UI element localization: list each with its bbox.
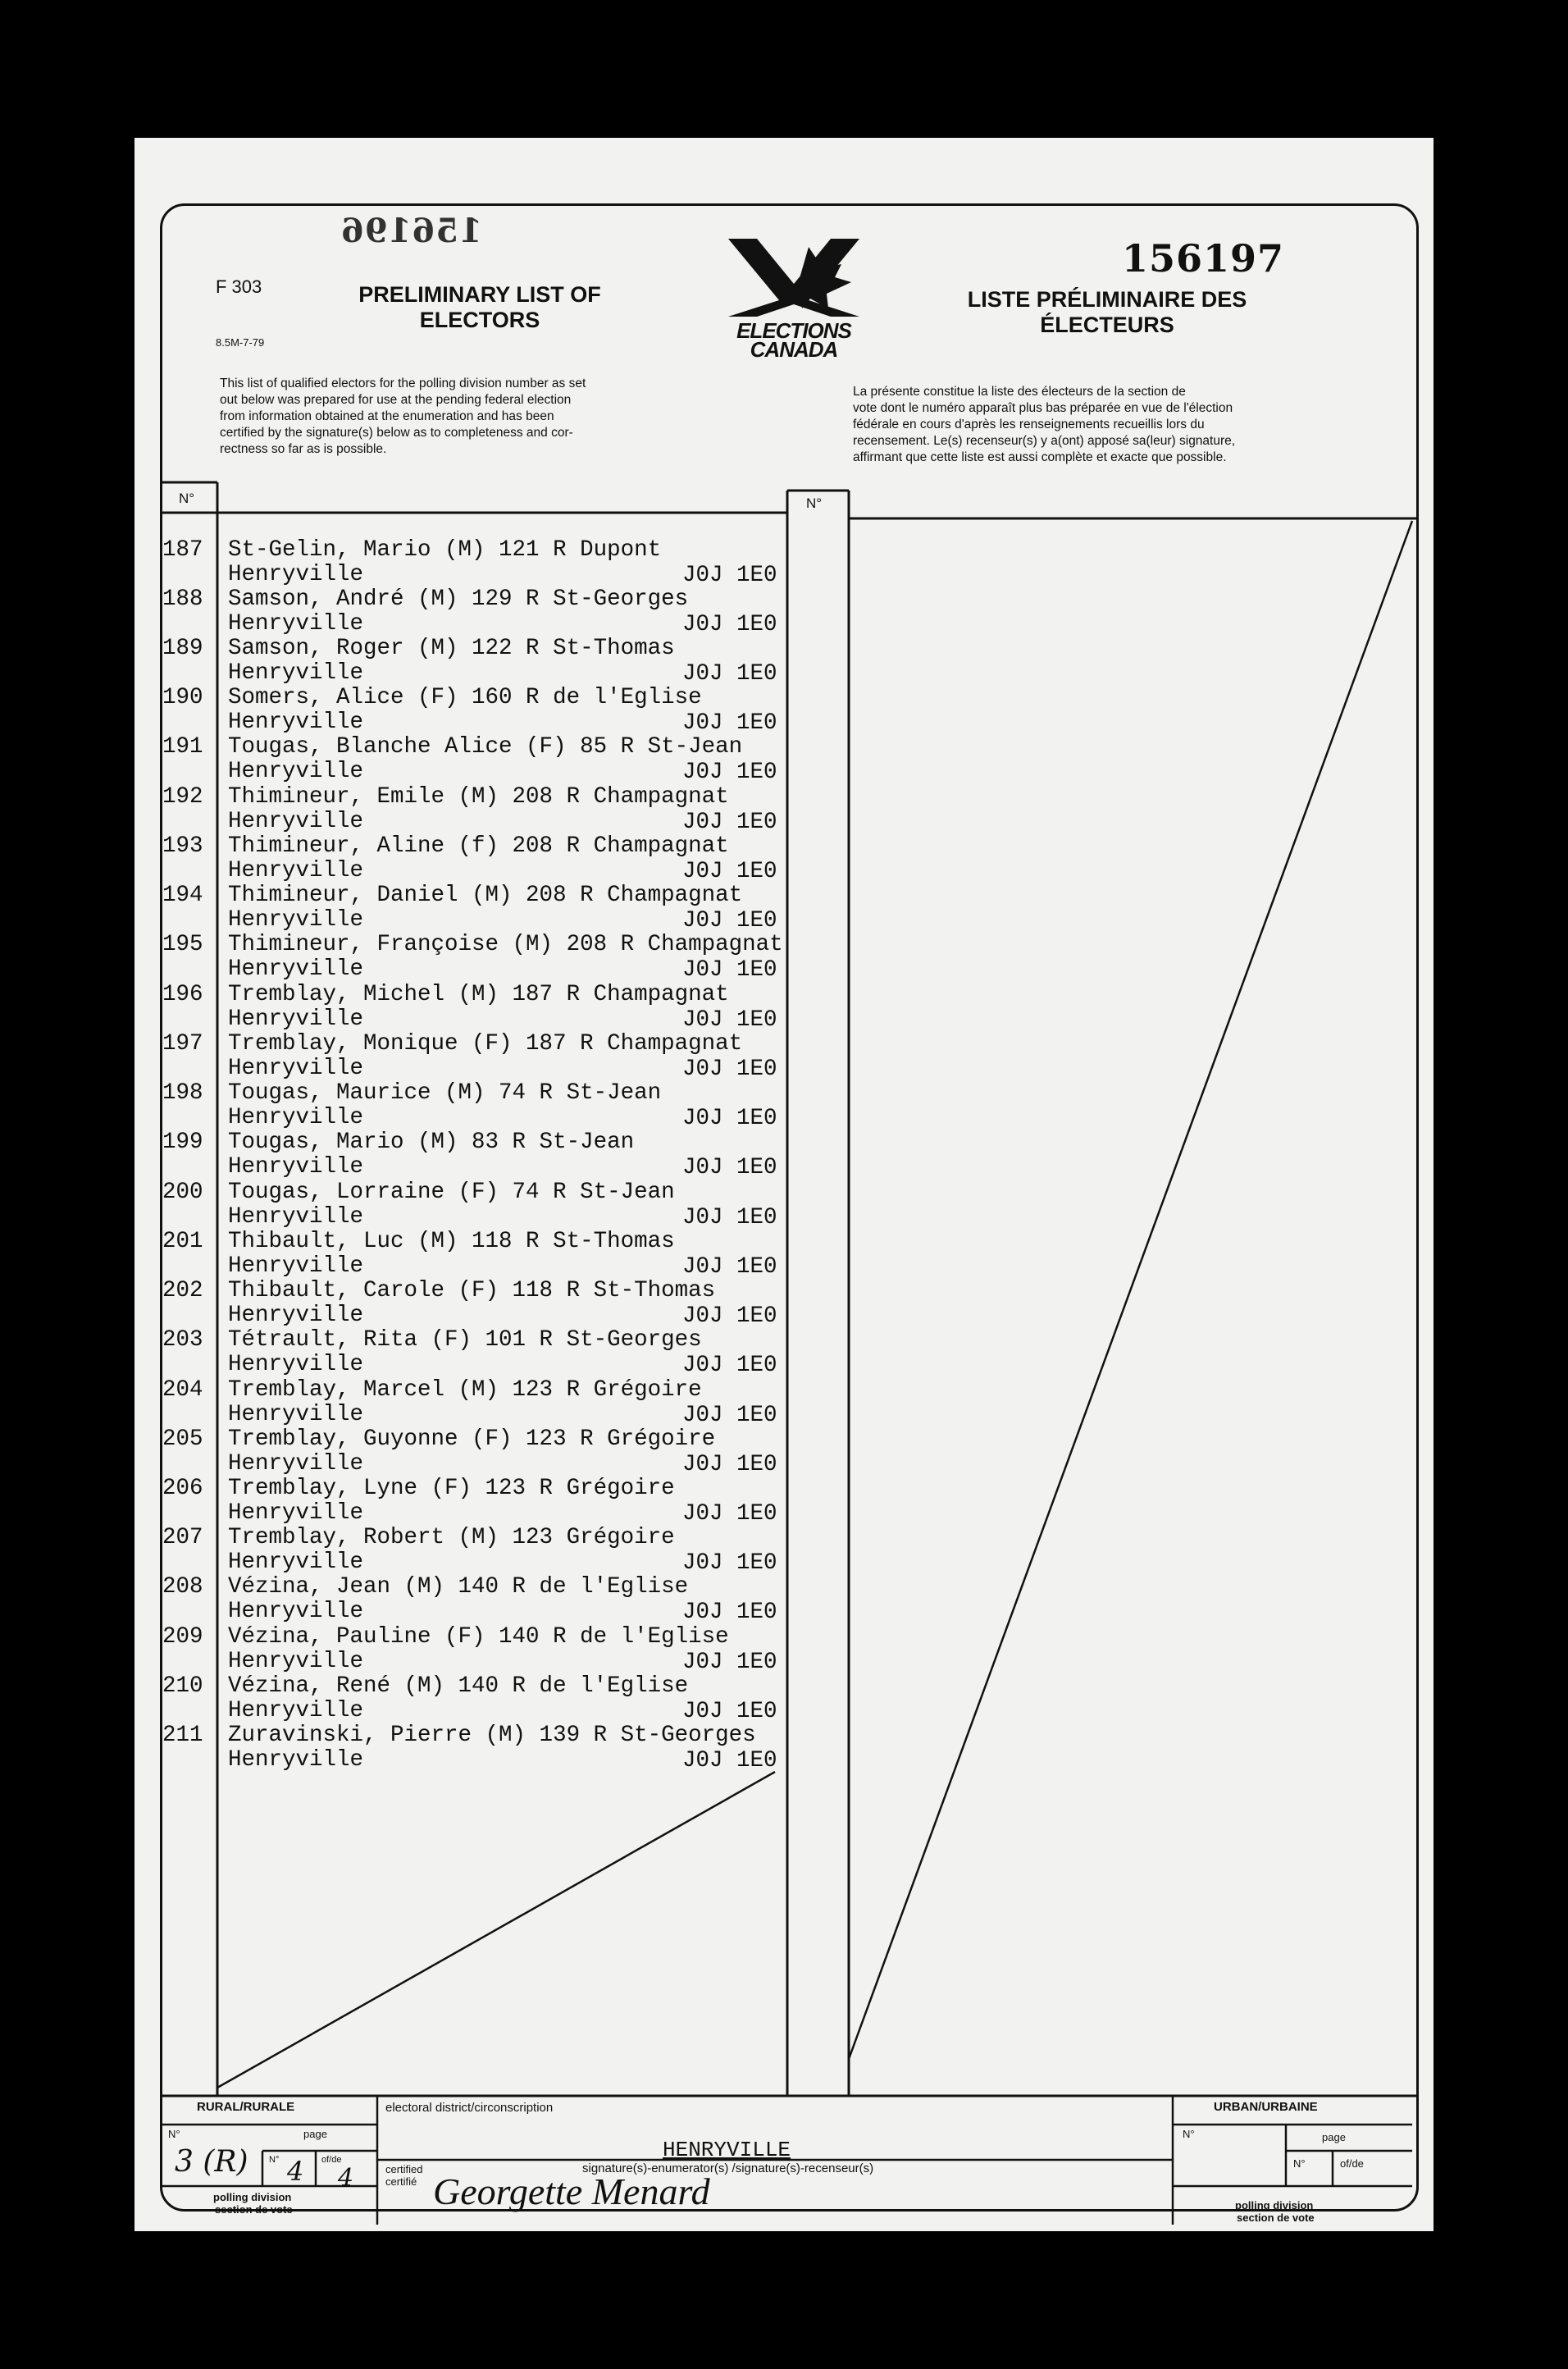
elector-city: Henryville [228,1402,364,1427]
elector-postal-code: J0J 1E0 [682,908,777,933]
rural-label: RURAL/RURALE [197,2100,295,2114]
signature-caption: signature(s)-enumerator(s) /signature(s)-recenseur(s) [582,2161,874,2175]
elector-name-address: Tougas, Maurice (M) 74 R St-Jean [228,1080,662,1106]
elector-city: Henryville [228,1154,364,1180]
elector-name-address: Tétrault, Rita (F) 101 R St-Georges [228,1327,702,1353]
elector-city: Henryville [228,956,364,982]
elector-name-address: Vézina, Pauline (F) 140 R de l'Eglise [228,1624,729,1650]
enumerator-signature: Georgette Menard [433,2170,710,2212]
elector-number: 188 [162,587,203,612]
elector-name-address: Tougas, Mario (M) 83 R St-Jean [228,1130,635,1155]
elector-number: 210 [162,1673,203,1699]
elector-city: Henryville [228,1253,364,1279]
elector-number: 191 [162,734,203,760]
elector-number: 209 [162,1624,203,1650]
elector-number: 189 [162,636,203,661]
intro-english-line: out below was prepared for use at the pending federal election [220,393,572,407]
elector-city: Henryville [228,858,364,883]
elector-city: Henryville [228,710,364,735]
elector-city: Henryville [228,1500,364,1526]
form-code: F 303 [216,276,262,297]
elector-number: 208 [162,1574,203,1600]
elector-city: Henryville [228,611,364,637]
elector-postal-code: J0J 1E0 [682,1106,777,1131]
elector-number: 203 [162,1327,203,1353]
elector-postal-code: J0J 1E0 [682,1600,777,1625]
logo-x-maple-leaf-icon [712,235,876,317]
elector-city: Henryville [228,759,364,784]
elector-postal-code: J0J 1E0 [682,661,777,687]
elector-name-address: Tougas, Lorraine (F) 74 R St-Jean [228,1180,675,1205]
elector-city: Henryville [228,1649,364,1674]
elector-number: 200 [162,1180,203,1205]
elector-name-address: Tougas, Blanche Alice (F) 85 R St-Jean [228,734,743,760]
elector-number: 190 [162,685,203,710]
elector-city: Henryville [228,809,364,834]
elector-postal-code: J0J 1E0 [682,1303,777,1329]
elector-name-address: Thimineur, Daniel (M) 208 R Champagnat [228,883,743,908]
elector-postal-code: J0J 1E0 [682,1403,777,1428]
elector-postal-code: J0J 1E0 [682,1057,777,1082]
elector-postal-code: J0J 1E0 [682,957,777,983]
elector-name-address: Zuravinski, Pierre (M) 139 R St-Georges [228,1723,756,1748]
elector-city: Henryville [228,1204,364,1230]
elector-number: 204 [162,1377,203,1403]
elector-postal-code: J0J 1E0 [682,760,777,785]
polling-division-number: 3 (R) [175,2145,248,2179]
elector-name-address: Samson, Roger (M) 122 R St-Thomas [228,636,675,661]
elector-postal-code: J0J 1E0 [682,1650,777,1675]
elector-name-address: Somers, Alice (F) 160 R de l'Eglise [228,685,702,710]
elector-name-address: Vézina, René (M) 140 R de l'Eglise [228,1673,689,1699]
elector-postal-code: J0J 1E0 [682,1205,777,1230]
intro-french-line: recensement. Le(s) recenseur(s) y a(ont) apposé sa(leur) signature, [853,434,1236,448]
district-label: electoral district/circonscription [385,2101,554,2115]
elector-number: 198 [162,1080,203,1106]
elector-city: Henryville [228,1698,364,1723]
page-number: 4 [287,2156,304,2187]
elector-number: 197 [162,1031,203,1057]
page-of-number: 4 [338,2164,354,2193]
elector-name-address: Thimineur, Aline (f) 208 R Champagnat [228,833,729,859]
urban-polling-label-1: polling division [1235,2199,1314,2212]
elector-city: Henryville [228,562,364,587]
elector-postal-code: J0J 1E0 [682,1155,777,1180]
elector-city: Henryville [228,1056,364,1081]
elector-postal-code: J0J 1E0 [682,1007,777,1033]
elector-name-address: Tremblay, Robert (M) 123 Grégoire [228,1525,675,1550]
rural-polling-label-1: polling division [213,2191,292,2203]
urban-page-label: page [1322,2131,1346,2143]
elector-number: 192 [162,784,203,810]
elector-number: 205 [162,1426,203,1452]
elections-canada-logo [712,235,876,362]
urban-polling-label-2: section de vote [1237,2212,1315,2224]
intro-english [220,376,732,458]
rural-page-no-label: N° [269,2155,280,2165]
elector-postal-code: J0J 1E0 [682,859,777,884]
urban-label: URBAN/URBAINE [1214,2100,1318,2114]
intro-english-line: from information obtained at the enumeration and has been [220,409,554,423]
title-english-line1: PRELIMINARY LIST OF [358,282,601,307]
elector-postal-code: J0J 1E0 [682,563,777,588]
elector-name-address: Thibault, Luc (M) 118 R St-Thomas [228,1229,675,1254]
rural-no-label: N° [168,2128,180,2140]
intro-english-line: rectness so far as is possible. [220,442,387,456]
elector-number: 195 [162,932,203,957]
elector-postal-code: J0J 1E0 [682,1254,777,1280]
elector-postal-code: J0J 1E0 [682,1550,777,1576]
serial-number: 156197 [1122,236,1285,281]
elector-name-address: Tremblay, Lyne (F) 123 R Grégoire [228,1476,675,1501]
elector-number: 194 [162,883,203,908]
elector-postal-code: J0J 1E0 [682,1699,777,1724]
elector-postal-code: J0J 1E0 [682,810,777,835]
column-header-no-right: N° [806,495,823,511]
district-value: HENRYVILLE [663,2138,791,2162]
elector-name-address: Thibault, Carole (F) 118 R St-Thomas [228,1278,716,1303]
elector-number: 196 [162,982,203,1007]
elector-number: 211 [162,1723,203,1748]
intro-french-line: La présente constitue la liste des électeurs de la section de [853,385,1186,399]
urban-page-no-label: N° [1293,2157,1306,2170]
elector-postal-code: J0J 1E0 [682,1501,777,1527]
elector-city: Henryville [228,1451,364,1477]
elector-postal-code: J0J 1E0 [682,1748,777,1773]
elector-city: Henryville [228,1747,364,1773]
elector-name-address: Vézina, Jean (M) 140 R de l'Eglise [228,1574,689,1600]
title-french [943,287,1271,338]
rural-page-of-label: of/de [321,2155,342,2165]
elector-name-address: Tremblay, Monique (F) 187 R Champagnat [228,1031,743,1057]
elector-name-address: Thimineur, Françoise (M) 208 R Champagnat [228,932,783,957]
column-header-no-left: N° [179,491,195,506]
title-french-line2: ÉLECTEURS [1040,313,1174,337]
elector-number: 193 [162,833,203,859]
elector-postal-code: J0J 1E0 [682,710,777,736]
logo-text-elections: ELECTIONS [736,318,851,343]
elector-city: Henryville [228,1303,364,1328]
elector-city: Henryville [228,1599,364,1624]
elector-name-address: Samson, André (M) 129 R St-Georges [228,587,689,612]
title-english-line2: ELECTORS [419,308,540,332]
logo-text-canada: CANADA [750,337,838,362]
elector-name-address: St-Gelin, Mario (M) 121 R Dupont [228,537,662,563]
elector-number: 187 [162,537,203,563]
elector-postal-code: J0J 1E0 [682,1353,777,1378]
elector-city: Henryville [228,660,364,686]
elector-number: 207 [162,1525,203,1550]
intro-french-line: affirmant que cette liste est aussi complète et exacte que possible. [853,450,1227,464]
elector-number: 201 [162,1229,203,1254]
rural-polling-label-2: section de vote [215,2203,293,2216]
title-french-line1: LISTE PRÉLIMINAIRE DES [967,287,1247,312]
certified-label-1: certified [385,2163,423,2175]
rural-page-label: page [303,2128,327,2140]
intro-french [853,384,1361,466]
elector-number: 206 [162,1476,203,1501]
elector-city: Henryville [228,1006,364,1032]
elector-city: Henryville [228,1352,364,1377]
intro-french-line: vote dont le numéro apparaît plus bas préparée en vue de l'élection [853,401,1233,415]
elector-number: 199 [162,1130,203,1155]
elector-name-address: Tremblay, Marcel (M) 123 R Grégoire [228,1377,702,1403]
urban-no-label: N° [1183,2128,1195,2140]
elector-city: Henryville [228,907,364,933]
certified-label-2: certifié [385,2175,417,2188]
elector-city: Henryville [228,1105,364,1130]
print-code: 8.5M-7-79 [216,336,265,349]
urban-page-of-label: of/de [1340,2157,1364,2170]
elector-name-address: Tremblay, Guyonne (F) 123 R Grégoire [228,1426,716,1452]
intro-french-line: fédérale en cours d'après les renseignements recueillis lors du [853,418,1205,431]
elector-number: 202 [162,1278,203,1303]
elector-postal-code: J0J 1E0 [682,1452,777,1477]
intro-english-line: certified by the signature(s) below as to completeness and cor- [220,426,573,440]
title-english [328,282,631,333]
intro-english-line: This list of qualified electors for the polling division number as set [220,377,586,390]
elector-city: Henryville [228,1550,364,1575]
elector-name-address: Thimineur, Emile (M) 208 R Champagnat [228,784,729,810]
elector-postal-code: J0J 1E0 [682,612,777,637]
elector-name-address: Tremblay, Michel (M) 187 R Champagnat [228,982,729,1007]
mirrored-serial-number: 156196 [340,212,482,250]
